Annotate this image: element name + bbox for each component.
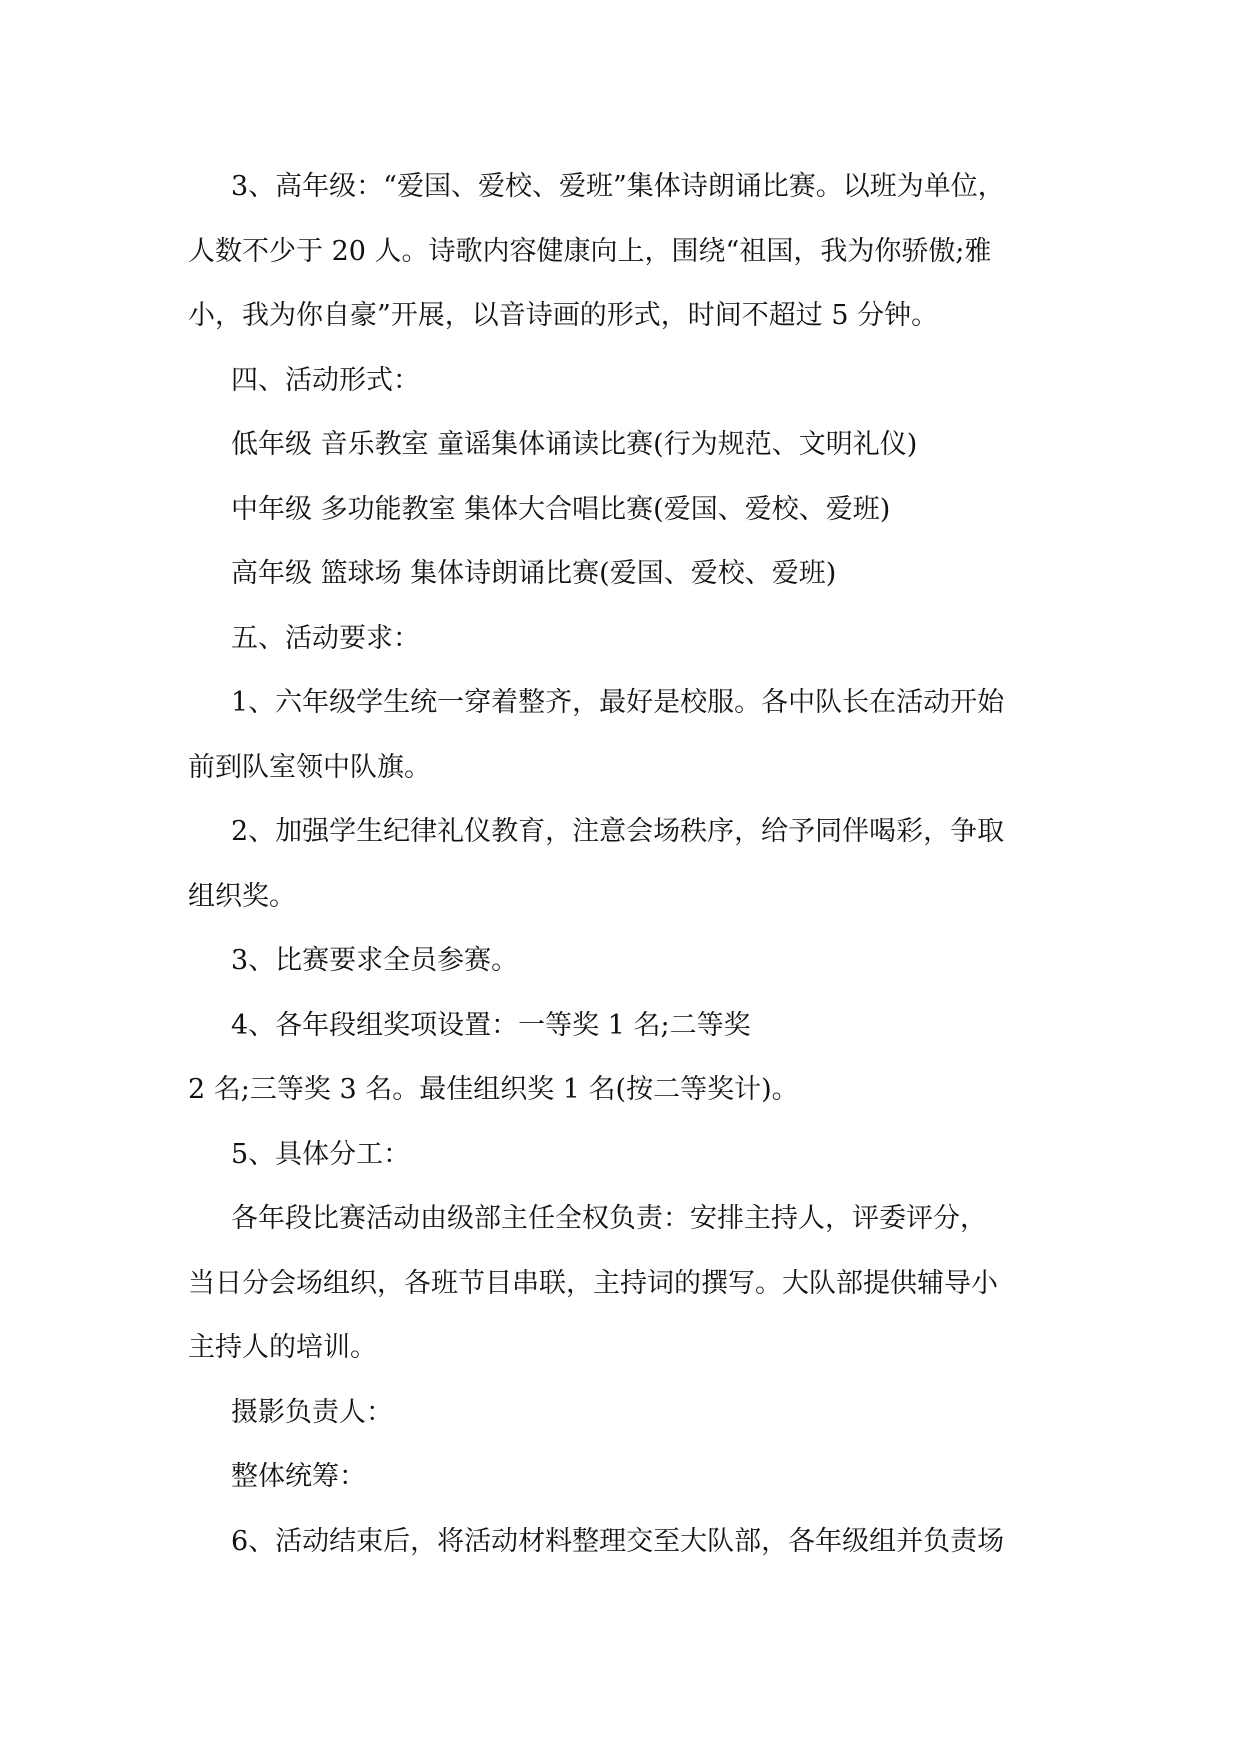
activity-row-middle-grade: 中年级 多功能教室 集体大合唱比赛(爱国、爱校、爱班): [231, 493, 891, 525]
paragraph-line: 5、具体分工：: [231, 1138, 411, 1170]
paragraph-line: 前到队室领中队旗。: [188, 751, 431, 783]
paragraph-line: 人数不少于 20 人。诗歌内容健康向上，围绕“祖国，我为你骄傲;雅: [188, 235, 992, 267]
paragraph-line: 1、六年级学生统一穿着整齐，最好是校服。各中队长在活动开始: [231, 687, 1005, 718]
activity-row-high-grade: 高年级 篮球场 集体诗朗诵比赛(爱国、爱校、爱班): [231, 558, 837, 589]
paragraph-line: 2、加强学生纪律礼仪教育，注意会场秩序，给予同伴喝彩，争取: [231, 816, 1005, 847]
document-body: [188, 155, 1088, 1574]
paragraph-line: 3、比赛要求全员参赛。: [231, 945, 519, 976]
paragraph-line: 4、各年段组奖项设置：一等奖 1 名;二等奖: [231, 1009, 751, 1041]
paragraph-line: 3、高年级：“爱国、爱校、爱班”集体诗朗诵比赛。以班为单位，: [231, 171, 1005, 202]
section-heading: 四、活动形式：: [231, 364, 420, 396]
paragraph-line: 主持人的培训。: [188, 1332, 377, 1363]
paragraph-line: 各年段比赛活动由级部主任全权负责：安排主持人，评委评分，: [231, 1203, 987, 1234]
paragraph-line: 小，我为你自豪”开展，以音诗画的形式，时间不超过 5 分钟。: [188, 300, 939, 331]
paragraph-line: 组织奖。: [188, 880, 296, 912]
paragraph-line: 当日分会场组织，各班节目串联，主持词的撰写。大队部提供辅导小: [188, 1267, 998, 1299]
paragraph-line: 6、活动结束后，将活动材料整理交至大队部，各年级组并负责场: [231, 1525, 1005, 1557]
overall-coordination-label: 整体统筹：: [231, 1461, 366, 1492]
section-heading: 五、活动要求：: [231, 622, 420, 654]
activity-row-low-grade: 低年级 音乐教室 童谣集体诵读比赛(行为规范、文明礼仪): [231, 429, 918, 460]
paragraph-line: 2 名;三等奖 3 名。最佳组织奖 1 名(按二等奖计)。: [188, 1074, 799, 1105]
photography-lead-label: 摄影负责人：: [231, 1396, 393, 1428]
